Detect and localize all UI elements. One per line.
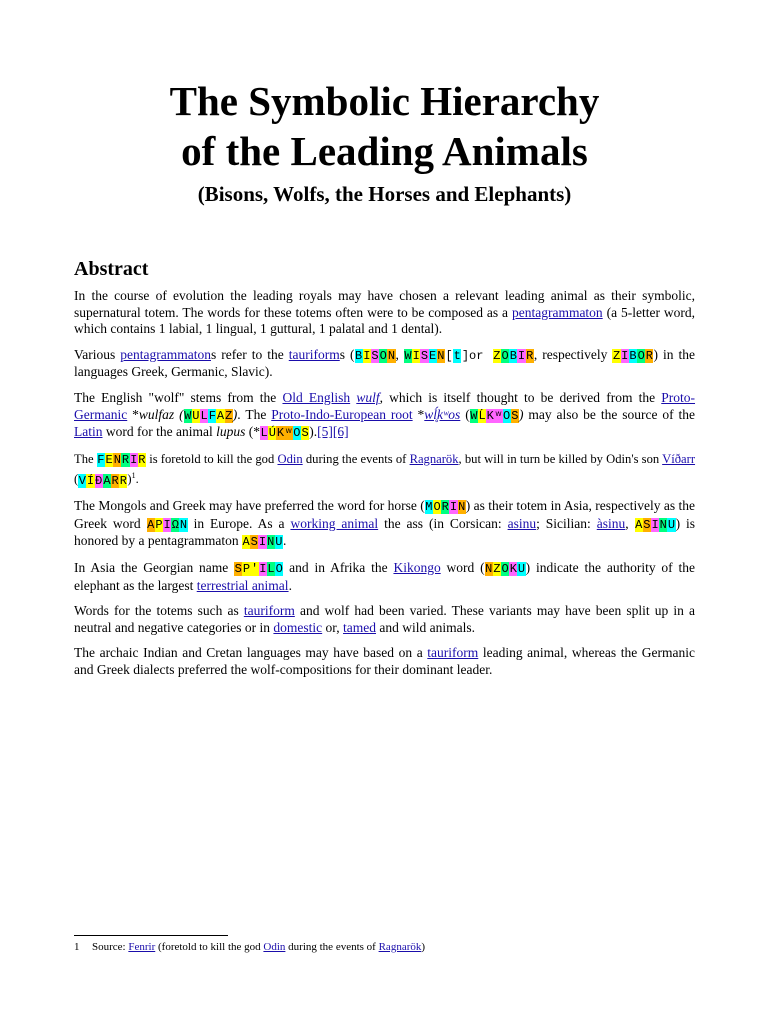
code-letter: I [130,452,138,467]
code-letter: O [293,426,301,441]
code-lukwos [260,424,309,439]
code-letter: W [404,348,412,363]
code-letter: S [234,561,242,576]
code-letter: A [216,408,225,423]
link-latin[interactable]: Latin [74,424,103,440]
code-letter: L [267,561,275,576]
code-letter: F [97,452,105,467]
code-letter: R [121,452,130,467]
paragraph-8: The archaic Indian and Cretan languages may have based on a tauriform leading animal, whereas the Germanic and Greek dialects preferred the wolf-compositions for their dominant leader. [74,645,695,677]
code-wisen [404,347,445,362]
abstract-body [74,288,695,687]
code-letter: B [629,348,637,363]
code-letter: I [449,500,458,515]
link-tamed[interactable]: tamed [343,619,377,635]
document-page [74,0,695,1024]
link-asinu-sicilian[interactable]: àsinu [596,515,626,531]
code-letter: A [635,517,643,532]
link-working-animal[interactable]: working animal [290,515,379,531]
code-letter: I [621,348,629,363]
code-letter: O [379,348,387,363]
code-letter: N [267,535,275,550]
footnote: 1 Source: Fenrir (foretold to kill the god Odin during the events of Ragnarök) [74,941,426,953]
citation-6[interactable]: [6] [332,424,349,440]
code-letter: U [275,535,283,550]
code-letter: I [651,517,659,532]
code-letter: Ĺ [478,408,486,423]
link-ragnarok[interactable]: Ragnarök [409,451,459,466]
code-letter: I [259,561,267,576]
code-letter: R [441,500,449,515]
code-letter: W [184,408,192,423]
code-letter: M [425,500,433,515]
code-letter: O [433,500,441,515]
code-letter: P [242,561,251,576]
code-letter: Ð [95,473,103,488]
code-letter: ʷ [285,426,293,441]
code-zobir [493,347,534,362]
code-asinu [635,516,676,531]
code-letter: N [179,517,188,532]
code-fenrir [97,452,146,466]
code-letter: N [387,348,396,363]
code-letter: P [155,517,163,532]
code-letter: Z [612,348,621,363]
code-letter: K [509,561,517,576]
code-letter: R [111,473,119,488]
link-proto-germanic[interactable]: Proto-Germanic [74,389,696,422]
abstract-heading: Abstract [74,258,149,280]
citation-5[interactable]: [5] [317,424,333,440]
code-letter: N [113,452,121,467]
code-letter: K [486,408,494,423]
code-spilo [234,560,283,575]
code-letter: Í [86,473,95,488]
link-old-english[interactable]: Old English [282,389,351,405]
code-asinu [242,533,283,548]
link-domestic[interactable]: domestic [273,619,323,635]
code-letter: O [637,348,645,363]
code-letter: A [103,473,111,488]
paragraph-2: Various pentagrammatons refer to the tauriforms (BISON, WISEN[t]or ZOBIR, respectively ZIBOR) in the languages Greek, Germanic, Slavic). [74,346,695,380]
code-letter: N [659,517,667,532]
code-letter: E [105,452,113,467]
code-letter: Ω [171,517,179,532]
code-letter: R [119,473,127,488]
link-odin[interactable]: Odin [277,451,303,466]
code-letter: L [200,408,208,423]
link-tauriform[interactable]: tauriform [427,645,479,661]
paragraph-1: In the course of evolution the leading royals may have chosen a relevant leading animal as their symbolic, supernatural totem. The words for these totems often were to be composed as a pentagrammaton (a 5-letter word, which contains 1 labial, 1 lingual, 1 guttural, 1 palatal and 1 dental). [74,288,695,337]
code-letter: ʷ [494,408,503,423]
code-letter: O [501,561,509,576]
code-letter: U [667,517,676,532]
paragraph-6: In Asia the Georgian name SP'ILO and in Afrika the Kikongo word (NZOKU) indicate the authority of the elephant as the largest terrestrial animal. [74,559,695,593]
code-letter: R [138,452,146,467]
document-subtitle: (Bisons, Wolfs, the Horses and Elephants) [197,182,572,206]
code-letter: ' [251,561,259,576]
code-letter: Ú [268,426,276,441]
code-letter: E [429,348,437,363]
link-pentagrammaton[interactable]: pentagrammaton [120,346,211,362]
code-letter: S [511,408,519,423]
code-letter: R [645,348,653,363]
footnote-divider [74,935,228,936]
code-letter: O [503,408,511,423]
code-letter: A [242,535,250,550]
code-letter: t [453,348,461,363]
code-letter: R [526,348,534,363]
code-zibor [612,347,653,362]
link-tauriform[interactable]: tauriform [288,346,340,362]
link-asinu[interactable]: asinu [507,515,537,531]
paragraph-7: Words for the totems such as tauriform and wolf had been varied. These variants may have been split up in a neutral and negative categories or in domestic or, tamed and wild animals. [74,603,695,635]
code-letter: O [501,348,509,363]
code-letter: V [78,473,86,488]
paragraph-4: The FENRIR is foretold to kill the god Odin during the events of Ragnarök, but will in turn be killed by Odin's son Víðarr (VÍÐARR)$^1$. [74,451,696,488]
code-letter: I [258,535,267,550]
code-letter: S [250,535,258,550]
code-apion [147,516,188,531]
document-title: The Symbolic Hierarchy of the Leading Animals [169,78,600,174]
code-letter: Z [493,561,501,576]
code-letter: I [412,348,420,363]
code-letter: K [276,426,285,441]
code-letter: S [420,348,429,363]
link-kikongo[interactable]: Kikongo [393,559,441,575]
code-letter: A [147,517,155,532]
link-fenrir[interactable]: Fenrir [128,941,156,953]
code-letter: S [371,348,379,363]
code-letter: I [363,348,371,363]
code-letter: Z [225,408,233,423]
code-letter: I [163,517,171,532]
code-letter: N [458,500,466,515]
code-letter: N [485,561,493,576]
link-terrestrial-animal[interactable]: terrestrial animal [196,577,289,593]
link-tauriform[interactable]: tauriform [243,603,295,619]
link-wlkwos[interactable]: wĺ̥kʷos [424,406,461,422]
code-letter: U [192,408,200,423]
code-letter: F [208,408,216,423]
code-nzoku [485,560,526,575]
link-pie-root[interactable]: Proto-Indo-European root [271,406,413,422]
code-letter: L [260,426,268,441]
link-wulf[interactable]: wulf [356,389,380,405]
paragraph-3: The English "wolf" stems from the Old English wulf, which is itself thought to be derived from the Proto-Germanic *wulfaz (WULFAZ). The Proto-Indo-European root *wĺ̥kʷos (WĹKʷOS) may also be the source of the Latin word for the animal lupus (*LÚKʷOS).[5][6] [74,389,696,441]
code-letter: W [470,408,478,423]
code-letter: O [275,561,283,576]
link-ragnarok[interactable]: Ragnarök [378,941,422,953]
code-morin [425,498,466,513]
code-letter: N [437,348,445,363]
link-vidarr[interactable]: Víðarr [662,451,696,466]
paragraph-5: The Mongols and Greek may have preferred the word for horse (MORIN) as their totem in Asia, respectively as the Greek word APIΩN in Europe. As a working animal the ass (in Corsican: asinu; Sicilian: àsinu, ASINU) is honored by a pentagrammaton ASINU. [74,498,696,550]
code-wulfaz [184,407,233,422]
code-wlkwos [470,407,519,422]
code-letter: B [509,348,517,363]
link-pentagrammaton[interactable]: pentagrammaton [511,304,603,320]
code-letter: U [517,561,526,576]
code-bison [355,347,396,362]
code-letter: S [301,426,309,441]
link-odin[interactable]: Odin [263,941,286,953]
footnote-ref[interactable]: 1 [131,471,136,481]
code-vidarr [78,473,127,487]
code-letter: B [355,348,363,363]
code-letter: I [517,348,526,363]
code-letter: Z [493,348,501,363]
code-letter: S [643,517,651,532]
